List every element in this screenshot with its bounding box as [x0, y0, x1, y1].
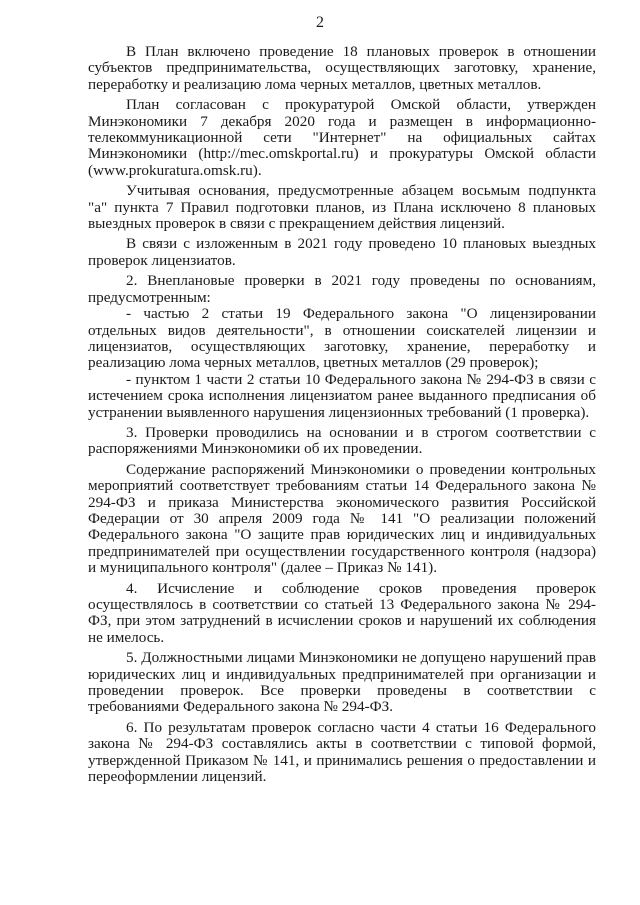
paragraph-planned-inspections-count: В связи с изложенным в 2021 году проведено 10 плановых выездных проверок лицензиатов. — [88, 235, 596, 269]
document-body — [88, 44, 596, 789]
paragraph-plan-inspections: В План включено проведение 18 плановых проверок в отношении субъектов предпринимательства, осуществляющих заготовку, хранение, переработку и реализацию лома черных металлов, цветных металлов. — [88, 43, 596, 93]
paragraph-plan-exclusions: Учитывая основания, предусмотренные абзацем восьмым подпункта "а" пункта 7 Правил подготовки планов, из Плана исключено 8 плановых выездных проверок в связи с прекращением действия лицензий. — [88, 182, 596, 233]
paragraph-inspection-results: 6. По результатам проверок согласно части 4 статьи 16 Федерального закона № 294-ФЗ составлялись акты в соответствии с типовой формой, утвержденной Приказом № 141, и принимались решения о предоставлении и переоформлении лицензий. — [88, 718, 596, 786]
list-item-basis-294-fz: - пунктом 1 части 2 статьи 10 Федерального закона № 294-ФЗ в связи с истечением срока исполнения лицензиатом ранее выданного предписания об устранении выявленного нарушения лицензионных требований (1 проверка). — [88, 370, 596, 421]
paragraph-no-violations: 5. Должностными лицами Минэкономики не допущено нарушений прав юридических лиц и индивидуальных предпринимателей при организации и проведении проверок. Все проверки проведены в соответствии с требованиями Федерального закона № 294-ФЗ. — [88, 649, 596, 716]
paragraph-deadlines: 4. Исчисление и соблюдение сроков проведения проверок осуществлялось в соответствии со статьей 13 Федерального закона № 294-ФЗ, при этом затруднений в исчислении сроков и нарушений их соблюдения не имелось. — [88, 579, 596, 646]
paragraph-orders-content: Содержание распоряжений Минэкономики о проведении контрольных мероприятий соответствует требованиям статьи 14 Федерального закона № 294-ФЗ и приказа Министерства экономического развития Российской Федерации от 30 апреля 2009 года № 141 "О реализации положений Федерального закона "О защите прав юридических лиц и индивидуальных предпринимателей при осуществлении государственного контроля (надзора) и муниципального контроля" (далее – Приказ № 141). — [88, 460, 596, 577]
page-number: 2 — [316, 14, 324, 31]
paragraph-orders-compliance: 3. Проверки проводились на основании и в строгом соответствии с распоряжениями Минэкономики об их проведении. — [88, 423, 596, 458]
list-item-basis-licensing-law: - частью 2 статьи 19 Федерального закона "О лицензировании отдельных видов деятельности", в отношении соискателей лицензии и лицензиатов, осуществляющих заготовку, хранение, переработку и реализацию лома черных металлов, цветных металлов (29 проверок); — [88, 305, 596, 372]
paragraph-plan-approval: План согласован с прокуратурой Омской области, утвержден Минэкономики 7 декабря 2020 года и размещен в информационно-телекоммуникационной сети "Интернет" на официальных сайтах Минэкономики (http://mec.omskportal.ru) и прокуратуры Омской области (www.prokuratura.omsk.ru). — [88, 96, 596, 179]
paragraph-unscheduled-inspections: 2. Внеплановые проверки в 2021 году проведены по основаниям, предусмотренным: — [88, 272, 596, 306]
